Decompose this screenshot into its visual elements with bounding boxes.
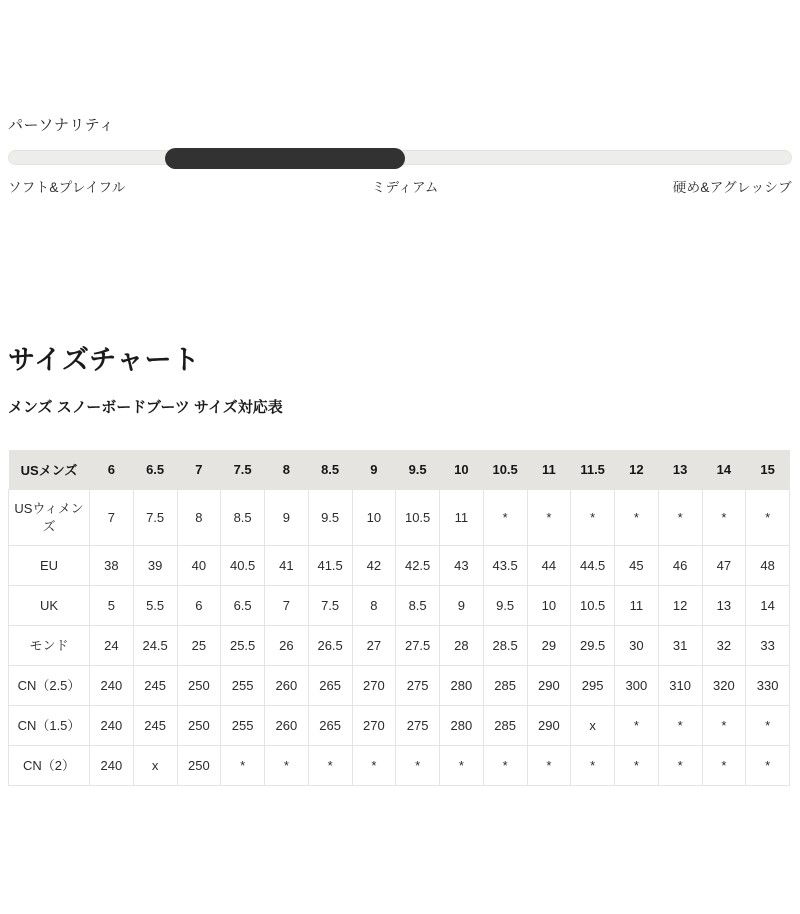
table-row	[9, 706, 790, 746]
table-cell: 42.5	[396, 546, 440, 586]
table-cell: 40	[177, 546, 221, 586]
header-cell: 13	[658, 450, 702, 490]
table-cell: 270	[352, 706, 396, 746]
table-cell: 11	[440, 490, 484, 546]
row-label: CN（2）	[9, 746, 90, 786]
table-cell: x	[571, 706, 615, 746]
table-cell: 275	[396, 666, 440, 706]
table-cell: *	[221, 746, 265, 786]
table-cell: 270	[352, 666, 396, 706]
size-chart-table	[8, 450, 790, 786]
table-cell: 9.5	[308, 490, 352, 546]
table-cell: 7.5	[133, 490, 177, 546]
header-cell: 6.5	[133, 450, 177, 490]
table-cell: 250	[177, 746, 221, 786]
table-cell: 280	[440, 666, 484, 706]
table-cell: 280	[440, 706, 484, 746]
table-cell: *	[615, 490, 659, 546]
table-cell: 24.5	[133, 626, 177, 666]
header-cell: 9.5	[396, 450, 440, 490]
table-cell: 240	[90, 706, 134, 746]
table-cell: 285	[483, 706, 527, 746]
row-label: モンド	[9, 626, 90, 666]
table-cell: 250	[177, 706, 221, 746]
table-cell: 5	[90, 586, 134, 626]
header-cell: 8	[265, 450, 309, 490]
table-cell: 240	[90, 746, 134, 786]
table-cell: 10.5	[396, 490, 440, 546]
table-cell: 6.5	[221, 586, 265, 626]
row-label: CN（2.5）	[9, 666, 90, 706]
row-label: CN（1.5）	[9, 706, 90, 746]
table-cell: *	[702, 490, 746, 546]
table-cell: *	[483, 490, 527, 546]
table-cell: 27	[352, 626, 396, 666]
table-cell: 9.5	[483, 586, 527, 626]
table-cell: *	[702, 746, 746, 786]
table-cell: 47	[702, 546, 746, 586]
table-cell: 260	[265, 666, 309, 706]
table-row	[9, 666, 790, 706]
table-cell: 6	[177, 586, 221, 626]
table-cell: 255	[221, 706, 265, 746]
table-cell: 11	[615, 586, 659, 626]
row-label: USウィメンズ	[9, 490, 90, 546]
table-cell: 285	[483, 666, 527, 706]
table-cell: 39	[133, 546, 177, 586]
table-cell: *	[746, 746, 790, 786]
table-cell: 290	[527, 706, 571, 746]
table-cell: 30	[615, 626, 659, 666]
size-chart-title: サイズチャート	[8, 345, 201, 375]
table-row	[9, 746, 790, 786]
header-cell: 6	[90, 450, 134, 490]
table-cell: 245	[133, 706, 177, 746]
table-cell: 7	[90, 490, 134, 546]
table-cell: 46	[658, 546, 702, 586]
table-cell: 9	[440, 586, 484, 626]
table-cell: 7	[265, 586, 309, 626]
header-cell: 7.5	[221, 450, 265, 490]
personality-slider-fill	[165, 148, 404, 169]
personality-section	[8, 114, 792, 196]
size-chart-section	[8, 338, 792, 786]
table-cell: *	[746, 490, 790, 546]
header-cell: 8.5	[308, 450, 352, 490]
table-cell: 31	[658, 626, 702, 666]
size-chart-subtitle: メンズ スノーボードブーツ サイズ対応表	[8, 399, 283, 416]
table-cell: 250	[177, 666, 221, 706]
table-cell: *	[440, 746, 484, 786]
table-cell: 38	[90, 546, 134, 586]
header-cell: 10	[440, 450, 484, 490]
table-cell: 8	[177, 490, 221, 546]
table-cell: 8	[352, 586, 396, 626]
row-label: UK	[9, 586, 90, 626]
header-cell: 11	[527, 450, 571, 490]
table-cell: 41	[265, 546, 309, 586]
table-cell: 25	[177, 626, 221, 666]
header-cell: 14	[702, 450, 746, 490]
table-cell: *	[265, 746, 309, 786]
table-cell: 28	[440, 626, 484, 666]
header-cell: 9	[352, 450, 396, 490]
table-header-row	[9, 450, 790, 490]
table-cell: 29.5	[571, 626, 615, 666]
table-cell: *	[571, 746, 615, 786]
table-cell: 295	[571, 666, 615, 706]
table-cell: 24	[90, 626, 134, 666]
table-cell: *	[396, 746, 440, 786]
table-cell: *	[571, 490, 615, 546]
personality-slider-track	[8, 150, 792, 165]
table-cell: 44.5	[571, 546, 615, 586]
personality-title: パーソナリティ	[8, 117, 115, 134]
table-cell: *	[746, 706, 790, 746]
table-cell: 40.5	[221, 546, 265, 586]
table-cell: *	[527, 490, 571, 546]
header-cell: 10.5	[483, 450, 527, 490]
table-cell: 9	[265, 490, 309, 546]
table-cell: 310	[658, 666, 702, 706]
table-cell: 26.5	[308, 626, 352, 666]
table-cell: 13	[702, 586, 746, 626]
table-cell: 10	[527, 586, 571, 626]
table-cell: 43	[440, 546, 484, 586]
table-cell: 275	[396, 706, 440, 746]
table-cell: 43.5	[483, 546, 527, 586]
table-cell: *	[527, 746, 571, 786]
table-cell: 8.5	[396, 586, 440, 626]
table-cell: *	[483, 746, 527, 786]
table-cell: 33	[746, 626, 790, 666]
table-cell: 320	[702, 666, 746, 706]
table-cell: *	[658, 490, 702, 546]
table-cell: 41.5	[308, 546, 352, 586]
table-cell: 45	[615, 546, 659, 586]
table-cell: *	[615, 746, 659, 786]
table-cell: 12	[658, 586, 702, 626]
personality-label-soft: ソフト&プレイフル	[8, 180, 126, 195]
table-cell: 29	[527, 626, 571, 666]
table-row	[9, 490, 790, 546]
table-cell: 245	[133, 666, 177, 706]
header-cell: 12	[615, 450, 659, 490]
header-cell: 11.5	[571, 450, 615, 490]
table-cell: 27.5	[396, 626, 440, 666]
product-detail-page	[0, 114, 800, 786]
header-row-label: USメンズ	[9, 450, 90, 490]
table-cell: *	[308, 746, 352, 786]
row-label: EU	[9, 546, 90, 586]
table-cell: 290	[527, 666, 571, 706]
table-cell: 265	[308, 706, 352, 746]
table-row	[9, 626, 790, 666]
table-cell: 26	[265, 626, 309, 666]
table-row	[9, 546, 790, 586]
table-cell: 5.5	[133, 586, 177, 626]
table-cell: *	[658, 706, 702, 746]
header-cell: 15	[746, 450, 790, 490]
table-cell: *	[658, 746, 702, 786]
table-cell: 265	[308, 666, 352, 706]
table-cell: x	[133, 746, 177, 786]
table-cell: 255	[221, 666, 265, 706]
table-cell: 48	[746, 546, 790, 586]
table-cell: *	[615, 706, 659, 746]
table-cell: 28.5	[483, 626, 527, 666]
table-cell: 8.5	[221, 490, 265, 546]
table-cell: 10	[352, 490, 396, 546]
table-cell: 44	[527, 546, 571, 586]
table-cell: 7.5	[308, 586, 352, 626]
personality-label-medium: ミディアム	[371, 180, 439, 195]
table-cell: 260	[265, 706, 309, 746]
table-cell: 330	[746, 666, 790, 706]
table-cell: 32	[702, 626, 746, 666]
table-cell: 300	[615, 666, 659, 706]
table-cell: 25.5	[221, 626, 265, 666]
table-cell: 10.5	[571, 586, 615, 626]
table-cell: *	[352, 746, 396, 786]
table-row	[9, 586, 790, 626]
table-cell: 240	[90, 666, 134, 706]
table-cell: *	[702, 706, 746, 746]
table-cell: 42	[352, 546, 396, 586]
header-cell: 7	[177, 450, 221, 490]
table-cell: 14	[746, 586, 790, 626]
personality-label-stiff: 硬め&アグレッシブ	[672, 180, 792, 195]
personality-scale-labels	[8, 176, 792, 196]
